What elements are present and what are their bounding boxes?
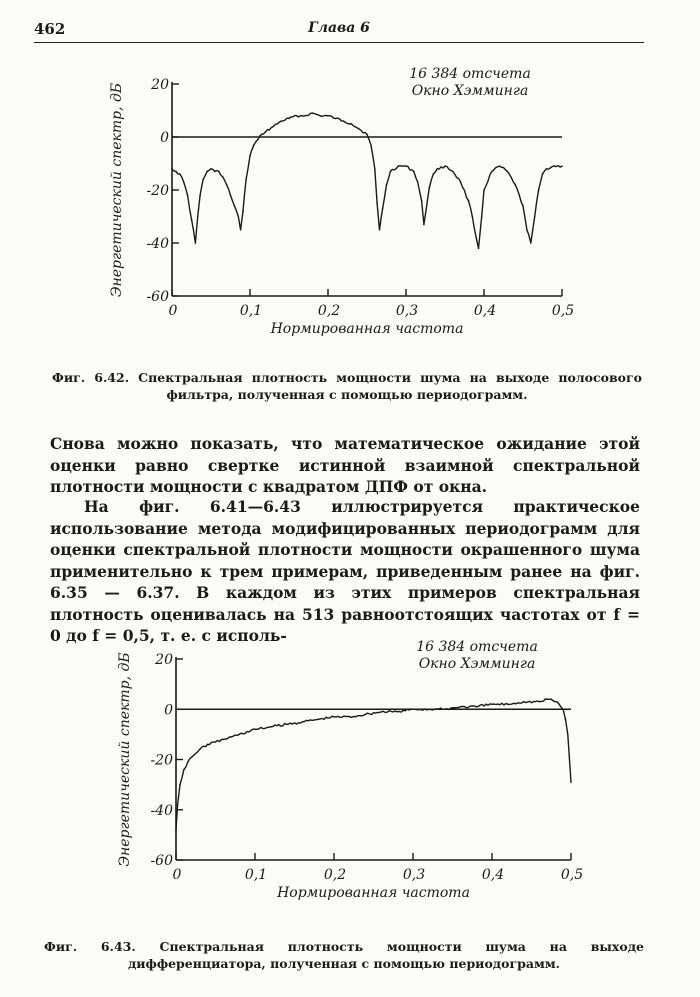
fig1-data-point: [171, 168, 173, 170]
fig1-data-point: [478, 248, 480, 250]
fig1-data-point: [366, 134, 368, 136]
fig2-data-point: [550, 698, 552, 700]
fig2-data-point: [547, 698, 549, 700]
fig1-data-point: [472, 216, 474, 218]
fig1-data-point: [218, 171, 220, 173]
fig2-data-point: [460, 706, 462, 708]
fig1-x-tick-label: 0,2: [317, 303, 341, 319]
fig1-data-point: [452, 171, 454, 173]
fig1-data-point: [249, 155, 251, 157]
fig1-data-point: [206, 171, 208, 173]
fig2-data-point: [558, 703, 560, 705]
fig1-y-tick-label: -40: [146, 236, 169, 252]
fig1-y-axis-title: Энергетический спектр, дБ: [109, 82, 125, 298]
fig2-data-point: [365, 713, 367, 715]
fig1-data-point: [386, 184, 388, 186]
fig2-data-point: [562, 708, 564, 710]
fig1-y-tick-label: -60: [146, 289, 169, 305]
fig2-y-tick-label: -40: [150, 802, 173, 819]
fig2-y-axis-title: Энергетический спектр, дБ: [117, 652, 133, 867]
fig2-data-point: [223, 739, 225, 741]
fig1-data-point: [397, 165, 399, 167]
fig2-data-point: [254, 729, 256, 731]
fig1-annotation-line: Окно Хэмминга: [411, 83, 529, 99]
fig1-data-point: [468, 200, 470, 202]
fig1-data-point: [429, 187, 431, 189]
fig1-data-point: [238, 216, 240, 218]
fig1-data-point: [240, 229, 242, 231]
fig2-data-point: [539, 701, 541, 703]
fig2-annotation-line: 16 384 отсчета: [416, 639, 538, 655]
fig1-data-point: [417, 181, 419, 183]
fig2-data-point: [215, 741, 217, 743]
fig1-annotation-line: 16 384 отсчета: [409, 66, 531, 82]
fig2-data-point: [179, 784, 181, 786]
fig1-data-point: [413, 171, 415, 173]
fig1-data-point: [444, 165, 446, 167]
figure-6-43: [105, 630, 605, 925]
fig1-y-tick-label: 20: [151, 77, 169, 93]
fig1-data-point: [230, 195, 232, 197]
fig1-data-point: [421, 200, 423, 202]
fig1-data-point: [514, 184, 516, 186]
fig2-data-point: [199, 749, 201, 751]
fig1-data-point: [481, 216, 483, 218]
fig1-data-point: [234, 205, 236, 207]
fig1-data-point: [379, 229, 381, 231]
fig1-data-point: [436, 168, 438, 170]
fig2-x-tick-label: 0,2: [323, 867, 347, 883]
fig1-data-point: [273, 126, 275, 128]
fig1-data-point: [351, 123, 353, 125]
fig1-data-point: [358, 128, 360, 130]
fig2-data-point: [523, 701, 525, 703]
fig1-data-point: [195, 242, 197, 244]
fig1-data-point: [423, 224, 425, 226]
fig2-data-point: [381, 711, 383, 713]
fig1-data-point: [202, 179, 204, 181]
fig2-data-point: [567, 734, 569, 736]
fig1-data-point: [253, 144, 255, 146]
fig2-data-point: [491, 703, 493, 705]
fig2-data-point: [270, 726, 272, 728]
fig1-data-point: [242, 210, 244, 212]
fig1-x-tick-label: 0,5: [551, 303, 575, 319]
fig1-data-point: [175, 171, 177, 173]
fig2-y-tick-label: 0: [164, 702, 173, 719]
fig1-data-point: [546, 168, 548, 170]
fig1-data-point: [382, 208, 384, 210]
fig1-data-point: [222, 176, 224, 178]
fig1-data-point: [534, 216, 536, 218]
fig1-data-point: [261, 134, 263, 136]
fig1-data-point: [507, 171, 509, 173]
fig2-data-point: [183, 769, 185, 771]
fig1-data-point: [319, 115, 321, 117]
fig2-data-point: [286, 724, 288, 726]
fig1-data-point: [526, 229, 528, 231]
fig1-data-point: [226, 184, 228, 186]
fig1-x-tick-label: 0,3: [395, 303, 419, 319]
fig2-data-point: [428, 708, 430, 710]
fig2-x-tick-label: 0,4: [481, 867, 505, 883]
fig1-data-point: [553, 165, 555, 167]
fig1-data-point: [522, 205, 524, 207]
fig2-data-point: [444, 708, 446, 710]
fig1-data-point: [483, 189, 485, 191]
fig2-data-point: [302, 721, 304, 723]
page-header: [34, 20, 644, 43]
fig2-x-axis-title: Нормированная частота: [277, 885, 470, 901]
fig1-data-point: [191, 218, 193, 220]
fig2-data-point: [396, 711, 398, 713]
fig2-data-point: [317, 719, 319, 721]
fig2-x-tick-label: 0,5: [560, 867, 584, 883]
fig2-x-tick-label: 0: [172, 867, 182, 883]
fig1-data-point: [210, 168, 212, 170]
fig2-y-tick-label: -20: [150, 752, 173, 769]
fig2-data-point: [412, 708, 414, 710]
fig1-data-point: [327, 115, 329, 117]
fig1-data-point: [214, 171, 216, 173]
fig1-data-point: [374, 168, 376, 170]
fig2-data-point: [231, 736, 233, 738]
page-number: 462: [34, 20, 66, 38]
fig1-data-point: [530, 242, 532, 244]
fig2-x-tick-label: 0,1: [244, 867, 268, 883]
fig1-data-point: [304, 115, 306, 117]
fig2-data-point: [349, 716, 351, 718]
fig2-data-point: [554, 701, 556, 703]
fig1-data-point: [499, 165, 501, 167]
figure-6-42-caption: Фиг. 6.42. Спектральная плотность мощности шума на выходе полосового фильтра, полученная с помощью периодограмм.: [52, 370, 642, 402]
fig1-data-point: [390, 171, 392, 173]
fig1-data-point: [257, 139, 259, 141]
fig2-data-point: [570, 781, 572, 783]
figure-6-42: [95, 60, 595, 350]
fig1-data-point: [370, 144, 372, 146]
fig1-data-point: [197, 216, 199, 218]
fig2-data-point: [333, 716, 335, 718]
body-paragraph-2: На фиг. 6.41—6.43 иллюстрируется практическое использование метода модифицированных периодограмм для оценки спектральной плотности мощности окрашенного шума применительно к трем примерам, приведенным ранее на фиг. 6.35 — 6.37. В каждом из этих примеров спектральная плотность оценивалась на 513 равноотстоящих частотах от f = 0 до f = 0,5, т. е. с исполь-: [50, 497, 640, 645]
fig1-data-point: [538, 189, 540, 191]
fig2-data-point: [187, 761, 189, 763]
fig1-data-point: [343, 120, 345, 122]
fig2-series-line: [176, 699, 571, 830]
fig2-y-tick-label: -60: [150, 853, 173, 869]
fig1-data-point: [245, 179, 247, 181]
fig1-series-line: [172, 113, 562, 248]
fig1-x-axis-title: Нормированная частота: [270, 321, 464, 337]
fig1-data-point: [542, 173, 544, 175]
fig1-data-point: [433, 173, 435, 175]
fig2-data-point: [507, 703, 509, 705]
fig1-data-point: [183, 181, 185, 183]
fig2-data-point: [191, 756, 193, 758]
fig1-x-tick-label: 0: [168, 303, 178, 319]
fig2-x-tick-label: 0,3: [402, 867, 426, 883]
fig1-data-point: [288, 118, 290, 120]
fig2-data-point: [207, 744, 209, 746]
fig1-data-point: [475, 237, 477, 239]
fig1-data-point: [405, 165, 407, 167]
fig1-data-point: [335, 118, 337, 120]
chapter-title: Глава 6: [308, 20, 370, 36]
fig1-data-point: [561, 165, 563, 167]
fig1-data-point: [491, 171, 493, 173]
fig1-data-point: [187, 195, 189, 197]
fig1-data-point: [179, 173, 181, 175]
fig1-data-point: [425, 208, 427, 210]
fig2-data-point: [475, 706, 477, 708]
fig2-data-point: [175, 829, 177, 831]
fig1-data-point: [376, 202, 378, 204]
fig1-y-tick-label: 0: [160, 130, 169, 146]
fig2-data-point: [238, 734, 240, 736]
fig1-data-point: [312, 112, 314, 114]
fig1-x-tick-label: 0,1: [239, 303, 263, 319]
fig2-data-point: [177, 804, 179, 806]
figure-6-43-chart: [105, 630, 605, 925]
fig1-data-point: [296, 115, 298, 117]
fig1-data-point: [199, 195, 201, 197]
fig2-data-point: [565, 719, 567, 721]
figure-6-42-chart: [95, 60, 595, 350]
fig1-y-tick-label: -20: [146, 183, 169, 199]
fig1-data-point: [280, 120, 282, 122]
fig2-annotation-line: Окно Хэмминга: [418, 656, 536, 672]
fig1-x-tick-label: 0,4: [473, 303, 497, 319]
fig2-y-tick-label: 20: [155, 652, 173, 668]
figure-6-43-caption: Фиг. 6.43. Спектральная плотность мощности шума на выходе дифференциатора, полученная с помощью периодограмм.: [44, 939, 644, 971]
fig1-data-point: [265, 131, 267, 133]
body-paragraph-1: Снова можно показать, что математическое ожидание этой оценки равно свертке истинной взаимной спектральной плотности мощности с квадратом ДПФ от окна.: [50, 434, 640, 496]
fig1-data-point: [460, 181, 462, 183]
